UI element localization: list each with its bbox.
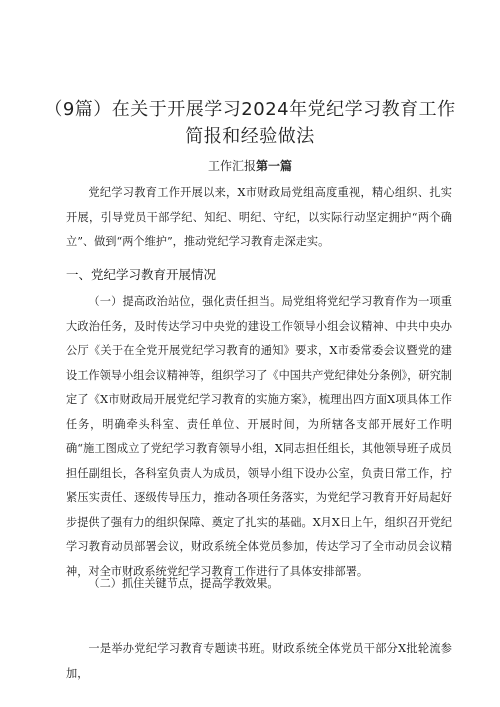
intro-paragraph: 党纪学习教育工作开展以来，X市财政局党组高度重视，精心组织、扎实开展，引导党员干部学纪、知纪、明纪、守纪，以实际行动坚定拥护“两个确立”、做到“两个维护”，推动党纪学习教育走深走实。 — [66, 186, 452, 249]
subtitle-bold: 第一篇 — [256, 159, 293, 173]
section-heading: 一、党纪学习教育开展情况 — [66, 267, 217, 282]
subtitle-prefix: 工作汇报 — [207, 159, 256, 173]
body-paragraph-3: 一是举办党纪学习教育专题读书班。财政系统全体党员干部分X批轮流参加， — [66, 642, 452, 680]
document-subtitle — [0, 157, 500, 174]
document-title-line-2: 简报和经验做法 — [185, 126, 315, 147]
body-paragraph-1: （一）提高政治站位，强化责任担当。局党组将党纪学习教育作为一项重大政治任务，及时传达学习中央党的建设工作领导小组会议精神、中共中央办公厅《关于在全党开展党纪学习教育的通知》要求，X市委常委会议暨党的建设工作领导小组会议精神等，组织学习了《中国共产党纪律处分条例》，研究制定了《X市财政局开展党纪学习教育的实施方案》，梳理出四方面X项具体工作任务，明确牵头科室、责任单位、开展时间，为所辖各支部开展好工作明确“施工图成立了党纪学习教育领导小组，X同志担任组长，其他领导班子成员担任副组长，各科室负责人为成员，领导小组下设办公室，负责日常工作，拧紧压实责任、逐级传导压力，推动各项任务落实，为党纪学习教育开好局起好步提供了强有力的组织保障、奠定了扎实的基础。X月X日上午，组织召开党纪学习教育动员部署会议，财政系统全体党员参加，传达学习了全市动员会议精神，对全市财政系统党纪学习教育工作进行了具体安排部署。 — [66, 295, 452, 579]
document-title-line-1: （9篇）在关于开展学习2024年党纪学习教育工作 — [44, 99, 456, 120]
body-paragraph-2: （二）抓住关键节点，提高学教效果。 — [88, 577, 279, 590]
